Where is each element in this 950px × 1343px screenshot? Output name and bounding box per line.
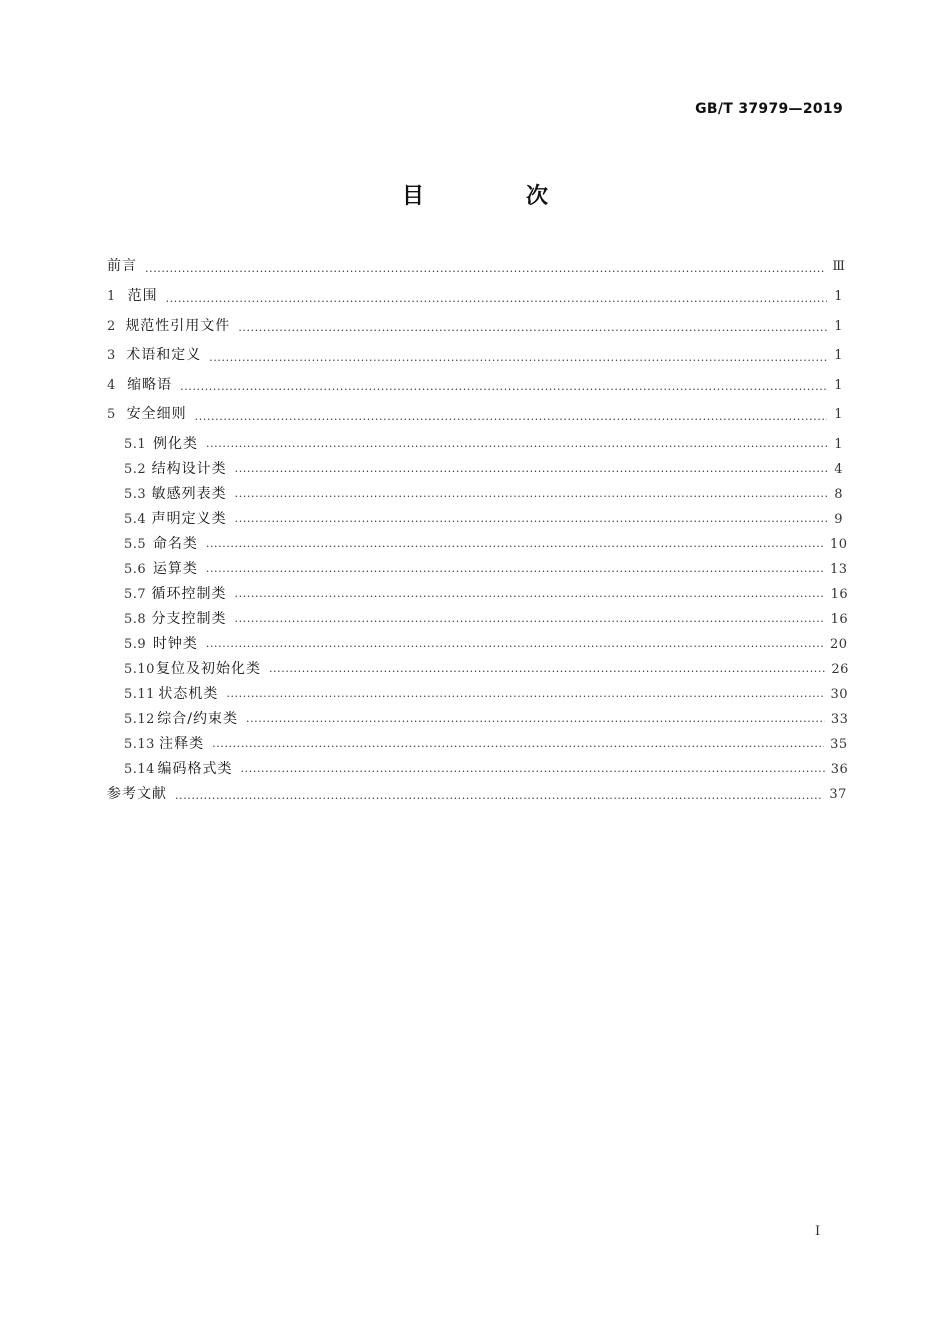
toc-entry-label: 结构设计类 [151, 460, 227, 477]
toc-entry-foreword[interactable] [107, 257, 846, 287]
dot-leader [166, 295, 827, 309]
toc-entry-5-3[interactable] [107, 485, 843, 510]
toc-entry-page: 37 [829, 786, 847, 802]
toc-entry-bibliography[interactable] [107, 785, 847, 815]
toc-entry-label: 声明定义类 [151, 510, 227, 527]
toc-title: 目 次 [401, 184, 588, 209]
toc-entry-label: 术语和定义 [126, 347, 202, 363]
toc-entry-label: 规范性引用文件 [125, 317, 231, 334]
page-number: Ⅰ [815, 1224, 821, 1239]
toc-entry-page: 1 [834, 377, 843, 393]
dot-leader [209, 354, 827, 368]
toc-entry-page: 8 [834, 486, 843, 502]
toc-entry-number: 3 [107, 348, 116, 363]
dot-leader [206, 640, 824, 654]
toc-entry-label: 范围 [127, 288, 158, 304]
toc-entry-number: 5.8 [124, 611, 147, 627]
toc-entry-5-12[interactable] [107, 710, 849, 735]
toc-entry-number: 5.1 [124, 436, 147, 452]
toc-entry-5-5[interactable] [107, 535, 848, 560]
toc-entry-label: 综合/约束类 [157, 710, 238, 727]
toc-entry-page: 16 [830, 611, 849, 627]
toc-entry-label: 前言 [107, 258, 137, 274]
toc-entry-page: 20 [830, 636, 848, 652]
toc-entry-5-10[interactable] [107, 660, 849, 685]
toc-entry-page: Ⅲ [832, 259, 846, 274]
dot-leader [246, 715, 825, 729]
toc-entry-number: 5.5 [124, 536, 147, 552]
toc-entry-number: 5 [107, 407, 116, 422]
toc-entry-label: 缩略语 [127, 376, 173, 393]
dot-leader [145, 265, 826, 279]
toc-entry-label: 安全细则 [126, 406, 187, 422]
toc-entry-page: 16 [830, 586, 849, 602]
toc-entry-page: 30 [830, 686, 848, 702]
toc-entry-5[interactable] [107, 405, 843, 435]
toc-entry-number: 5.7 [124, 586, 147, 602]
toc-entry-page: 9 [834, 511, 843, 527]
toc-entry-page: 33 [830, 711, 849, 727]
dot-leader [212, 740, 824, 754]
dot-leader [180, 383, 827, 397]
toc-entry-label: 运算类 [152, 560, 198, 577]
toc-entry-label: 命名类 [152, 535, 198, 552]
toc-entry-5-4[interactable] [107, 510, 843, 535]
toc-entry-label: 例化类 [152, 435, 198, 452]
toc-entry-page: 1 [834, 436, 843, 452]
toc-entry-page: 35 [830, 736, 848, 752]
toc-entry-number: 5.3 [124, 486, 147, 502]
toc-entry-number: 5.2 [124, 461, 147, 477]
toc-entry-number: 4 [107, 377, 116, 393]
toc-entry-2[interactable] [107, 317, 843, 347]
dot-leader [226, 690, 824, 704]
toc-entry-number: 5.10 [124, 661, 155, 677]
dot-leader [235, 590, 825, 604]
toc-entry-number: 2 [107, 318, 116, 334]
toc-entry-5-11[interactable] [107, 685, 848, 710]
dot-leader [206, 565, 824, 579]
toc-entry-number: 1 [107, 289, 116, 304]
toc-entry-label: 敏感列表类 [151, 485, 227, 502]
toc-entry-page: 4 [834, 461, 843, 477]
toc-entry-page: 10 [830, 536, 848, 552]
toc-entry-label: 状态机类 [158, 685, 219, 702]
toc-entry-5-2[interactable] [107, 460, 843, 485]
toc-entry-5-1[interactable] [107, 435, 843, 460]
toc-entry-page: 1 [834, 289, 843, 304]
standard-number: GB/T 37979—2019 [695, 101, 843, 117]
table-of-contents [107, 257, 849, 814]
dot-leader [235, 490, 827, 504]
toc-entry-number: 5.14 [124, 761, 155, 777]
dot-leader [195, 413, 827, 427]
dot-leader [241, 765, 825, 779]
toc-entry-1[interactable] [107, 287, 843, 317]
toc-entry-page: 1 [834, 348, 843, 363]
toc-entry-5-13[interactable] [107, 735, 848, 760]
toc-entry-label: 注释类 [159, 735, 205, 752]
toc-entry-5-7[interactable] [107, 585, 849, 610]
toc-entry-label: 循环控制类 [151, 585, 227, 602]
dot-leader [206, 540, 824, 554]
toc-entry-label: 参考文献 [107, 785, 167, 802]
toc-entry-page: 1 [834, 407, 843, 422]
toc-entry-label: 编码格式类 [157, 760, 233, 777]
dot-leader [235, 465, 827, 479]
toc-entry-page: 26 [831, 661, 849, 677]
dot-leader [269, 665, 825, 679]
dot-leader [235, 515, 827, 529]
toc-entry-4[interactable] [107, 376, 843, 406]
toc-entry-5-6[interactable] [107, 560, 848, 585]
toc-entry-5-9[interactable] [107, 635, 848, 660]
toc-entry-page: 36 [830, 761, 849, 777]
toc-entry-5-14[interactable] [107, 760, 849, 785]
toc-entry-number: 5.12 [124, 711, 155, 727]
toc-entry-number: 5.9 [124, 636, 147, 652]
dot-leader [206, 440, 827, 454]
toc-entry-5-8[interactable] [107, 610, 849, 635]
toc-entry-number: 5.6 [124, 561, 147, 577]
toc-entry-label: 分支控制类 [151, 610, 227, 627]
toc-entry-label: 复位及初始化类 [155, 660, 261, 677]
toc-entry-number: 5.11 [124, 686, 155, 702]
toc-entry-3[interactable] [107, 346, 843, 376]
toc-entry-label: 时钟类 [152, 635, 198, 652]
toc-entry-number: 5.13 [124, 736, 155, 752]
toc-entry-page: 13 [830, 561, 848, 577]
dot-leader [235, 615, 825, 629]
toc-entry-page: 1 [834, 318, 843, 334]
dot-leader [238, 324, 827, 338]
dot-leader [175, 792, 823, 806]
toc-entry-number: 5.4 [124, 511, 147, 527]
